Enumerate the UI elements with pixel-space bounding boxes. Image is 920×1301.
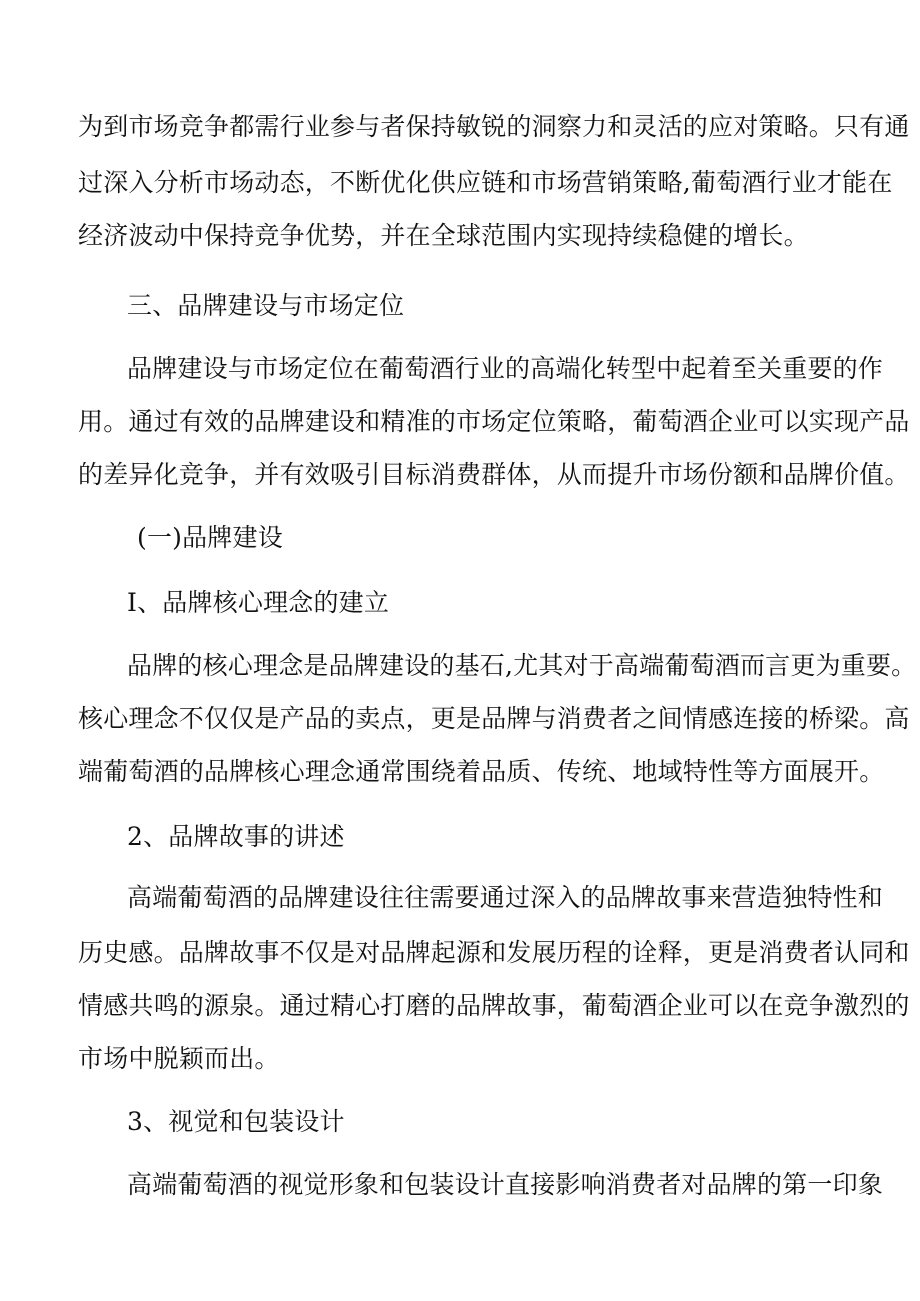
- paragraph-line: 品牌的核心理念是品牌建设的基石,尤其对于高端葡萄酒而言更为重要。: [127, 651, 917, 680]
- paragraph-line: 市场中脱颖而出。: [78, 1044, 280, 1073]
- paragraph-line: 经济波动中保持竞争优势，并在全球范围内实现持续稳健的增长。: [78, 221, 809, 250]
- paragraph-line: 为到市场竞争都需行业参与者保持敏锐的洞察力和灵活的应对策略。只有通: [78, 112, 910, 141]
- paragraph-line: 情感共鸣的源泉。通过精心打磨的品牌故事，葡萄酒企业可以在竞争激烈的: [78, 991, 910, 1020]
- item-heading: I、品牌核心理念的建立: [127, 588, 390, 617]
- paragraph-line: 过深入分析市场动态，不断优化供应链和市场营销策略,葡萄酒行业才能在: [78, 168, 893, 197]
- section-heading: 三、品牌建设与市场定位: [127, 291, 405, 320]
- paragraph-line: 的差异化竞争，并有效吸引目标消费群体，从而提升市场份额和品牌价值。: [78, 460, 910, 489]
- paragraph-line: 高端葡萄酒的视觉形象和包装设计直接影响消费者对品牌的第一印象: [127, 1170, 884, 1199]
- paragraph-line: 端葡萄酒的品牌核心理念通常围绕着品质、传统、地域特性等方面展开。: [78, 757, 885, 786]
- paragraph-line: 高端葡萄酒的品牌建设往往需要通过深入的品牌故事来营造独特性和: [127, 883, 884, 912]
- paragraph-line: 用。通过有效的品牌建设和精准的市场定位策略，葡萄酒企业可以实现产品: [78, 407, 910, 436]
- paragraph-line: 品牌建设与市场定位在葡萄酒行业的高端化转型中起着至关重要的作: [127, 354, 884, 383]
- subsection-heading: (一)品牌建设: [137, 523, 283, 552]
- item-heading: 3、视觉和包装设计: [127, 1107, 345, 1136]
- paragraph-line: 核心理念不仅仅是产品的卖点，更是品牌与消费者之间情感连接的桥梁。高: [78, 704, 910, 733]
- item-heading: 2、品牌故事的讲述: [127, 822, 345, 851]
- paragraph-line: 历史感。品牌故事不仅是对品牌起源和发展历程的诠释，更是消费者认同和: [78, 938, 910, 967]
